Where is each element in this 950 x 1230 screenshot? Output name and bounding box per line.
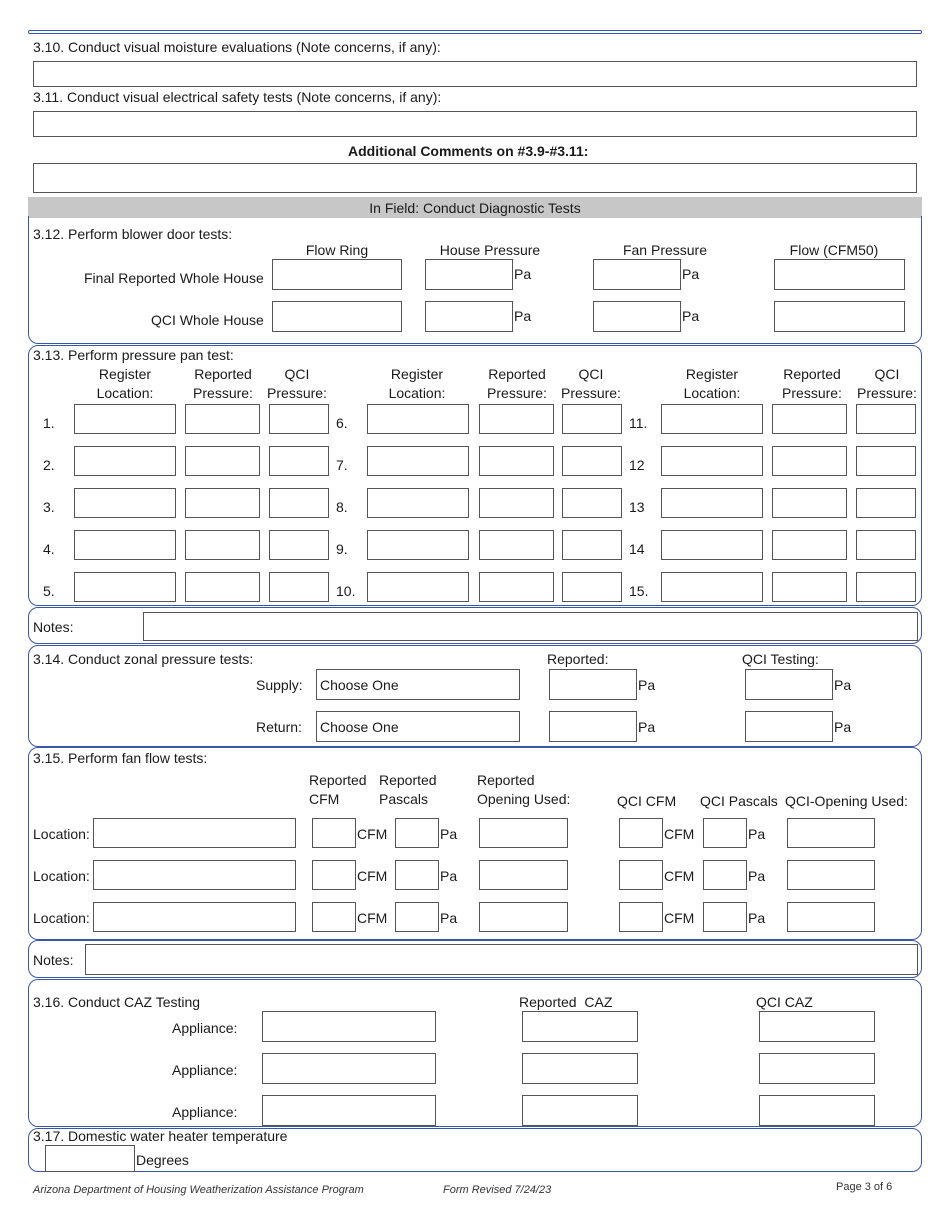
- q310-label: 3.10. Conduct visual moisture evaluations (Note concerns, if any):: [33, 39, 441, 55]
- q311-input[interactable]: [33, 111, 917, 137]
- pp-reported-pressure-input[interactable]: [772, 446, 847, 476]
- ff-reported-cfm-input[interactable]: [312, 860, 356, 890]
- ff-reported-cfm-unit: CFM: [357, 826, 388, 842]
- pp-qci-pressure-input[interactable]: [856, 404, 916, 434]
- ff-location-label: Location:: [33, 826, 90, 842]
- ff-qci-cfm-input[interactable]: [619, 818, 663, 848]
- pp-row-number: 11.: [629, 415, 648, 431]
- notes-input-2[interactable]: [85, 944, 918, 975]
- pp-row-number: 7.: [336, 457, 348, 473]
- pp-register-location-input[interactable]: [367, 446, 469, 476]
- ff-reported-cfm-input[interactable]: [312, 902, 356, 932]
- q312-col-flow-cfm50: Flow (CFM50): [789, 242, 879, 258]
- pp-register-location-input[interactable]: [367, 488, 469, 518]
- pp-qci-pressure-input[interactable]: [269, 446, 329, 476]
- ff-reported-cfm-unit: CFM: [357, 868, 388, 884]
- ff-reported-pascals-unit: Pa: [440, 826, 458, 842]
- pp-row-number: 9.: [336, 541, 348, 557]
- return-select-value: Choose One: [320, 719, 399, 735]
- caz-appliance-input[interactable]: [262, 1053, 436, 1084]
- qci-flow-ring-input[interactable]: [272, 301, 402, 332]
- pp-reported-pressure-input[interactable]: [479, 404, 554, 434]
- ff-location-input[interactable]: [93, 818, 296, 848]
- caz-reported-input[interactable]: [522, 1095, 638, 1126]
- final-flow-cfm50-input[interactable]: [774, 259, 905, 290]
- pp-header-qci-2: QCI Pressure:: [561, 366, 621, 401]
- pp-reported-pressure-input[interactable]: [772, 488, 847, 518]
- pp-header-qci-3: QCI Pressure:: [857, 366, 917, 401]
- pp-register-location-input[interactable]: [74, 404, 176, 434]
- pp-row-number: 2.: [43, 457, 55, 473]
- pp-row-number: 8.: [336, 499, 348, 515]
- supply-select-value: Choose One: [320, 677, 399, 693]
- ff-qci-pascals-input[interactable]: [703, 818, 747, 848]
- pp-qci-pressure-input[interactable]: [856, 488, 916, 518]
- q315-h-qci-opening: QCI-Opening Used:: [785, 793, 908, 809]
- caz-appliance-label: Appliance:: [172, 1062, 238, 1078]
- supply-select[interactable]: [316, 669, 520, 700]
- ff-qci-pascals-unit: Pa: [748, 868, 766, 884]
- qci-flow-cfm50-input[interactable]: [774, 301, 905, 332]
- pp-qci-pressure-input[interactable]: [856, 446, 916, 476]
- pp-row-number: 13: [629, 499, 645, 515]
- q316-reported-header: Reported CAZ: [519, 994, 613, 1010]
- q314-title: 3.14. Conduct zonal pressure tests:: [33, 651, 254, 667]
- pp-register-location-input[interactable]: [661, 404, 763, 434]
- qci-fan-pressure-input[interactable]: [593, 301, 681, 332]
- q315-title: 3.15. Perform fan flow tests:: [33, 750, 208, 766]
- pp-reported-pressure-input[interactable]: [479, 488, 554, 518]
- final-house-pressure-input[interactable]: [425, 259, 513, 290]
- pp-register-location-input[interactable]: [661, 488, 763, 518]
- qci-house-pressure-unit: Pa: [514, 308, 532, 324]
- ff-reported-pascals-input[interactable]: [395, 902, 439, 932]
- pp-row-number: 4.: [43, 541, 55, 557]
- additional-comments-label: Additional Comments on #3.9-#3.11:: [348, 143, 589, 159]
- pp-qci-pressure-input[interactable]: [269, 572, 329, 602]
- footer-page: Page 3 of 6: [836, 1181, 893, 1193]
- ff-location-input[interactable]: [93, 902, 296, 932]
- caz-appliance-input[interactable]: [262, 1095, 436, 1126]
- supply-qci-unit: Pa: [834, 677, 852, 693]
- pp-row-number: 12: [629, 457, 645, 473]
- q312-col-house-pressure: House Pressure: [439, 242, 541, 258]
- final-fan-pressure-unit: Pa: [682, 266, 700, 282]
- pp-row-number: 6.: [336, 415, 348, 431]
- pp-register-location-input[interactable]: [74, 572, 176, 602]
- q314-reported-header: Reported:: [547, 651, 609, 667]
- pp-qci-pressure-input[interactable]: [562, 530, 622, 560]
- footer-org: Arizona Department of Housing Weatherization Assistance Program: [33, 1184, 364, 1196]
- caz-appliance-label: Appliance:: [172, 1104, 238, 1120]
- ff-reported-opening-input[interactable]: [479, 860, 568, 890]
- top-border-line: [28, 30, 922, 34]
- caz-qci-input[interactable]: [759, 1011, 875, 1042]
- ff-qci-cfm-unit: CFM: [664, 868, 695, 884]
- pp-header-reported-1: Reported Pressure:: [193, 366, 253, 401]
- return-qci-input[interactable]: [745, 711, 833, 742]
- ff-qci-cfm-unit: CFM: [664, 826, 695, 842]
- ff-reported-pascals-input[interactable]: [395, 818, 439, 848]
- q317-title: 3.17. Domestic water heater temperature: [33, 1128, 288, 1144]
- q312-col-fan-pressure: Fan Pressure: [622, 242, 708, 258]
- pp-header-reported-3: Reported Pressure:: [782, 366, 842, 401]
- caz-reported-input[interactable]: [522, 1053, 638, 1084]
- water-heater-temp-input[interactable]: [45, 1145, 135, 1172]
- pp-qci-pressure-input[interactable]: [562, 404, 622, 434]
- caz-qci-input[interactable]: [759, 1053, 875, 1084]
- q312-col-flow-ring: Flow Ring: [305, 242, 369, 258]
- pp-register-location-input[interactable]: [74, 488, 176, 518]
- pp-reported-pressure-input[interactable]: [185, 404, 260, 434]
- ff-qci-pascals-input[interactable]: [703, 902, 747, 932]
- pp-header-location-2: Register Location:: [388, 366, 446, 401]
- pp-qci-pressure-input[interactable]: [856, 572, 916, 602]
- return-label: Return:: [256, 719, 302, 735]
- pp-qci-pressure-input[interactable]: [269, 530, 329, 560]
- pp-reported-pressure-input[interactable]: [185, 446, 260, 476]
- pp-register-location-input[interactable]: [661, 572, 763, 602]
- ff-location-label: Location:: [33, 910, 90, 926]
- footer-revised: Form Revised 7/24/23: [443, 1184, 552, 1196]
- ff-qci-cfm-input[interactable]: [619, 860, 663, 890]
- q312-title: 3.12. Perform blower door tests:: [33, 226, 233, 242]
- q315-h-rep-opening: Reported Opening Used:: [477, 772, 571, 807]
- pp-register-location-input[interactable]: [661, 530, 763, 560]
- ff-qci-cfm-unit: CFM: [664, 910, 695, 926]
- ff-qci-opening-input[interactable]: [787, 902, 875, 932]
- additional-comments-input[interactable]: [33, 163, 917, 193]
- ff-qci-pascals-input[interactable]: [703, 860, 747, 890]
- return-select[interactable]: [316, 711, 520, 742]
- pp-reported-pressure-input[interactable]: [185, 572, 260, 602]
- q316-title: 3.16. Conduct CAZ Testing: [33, 994, 201, 1010]
- supply-qci-input[interactable]: [745, 669, 833, 700]
- ff-reported-pascals-input[interactable]: [395, 860, 439, 890]
- supply-reported-unit: Pa: [638, 677, 656, 693]
- pp-row-number: 10.: [336, 583, 356, 599]
- pp-qci-pressure-input[interactable]: [562, 488, 622, 518]
- pp-register-location-input[interactable]: [367, 404, 469, 434]
- ff-qci-opening-input[interactable]: [787, 860, 875, 890]
- ff-reported-opening-input[interactable]: [479, 818, 568, 848]
- return-reported-unit: Pa: [638, 719, 656, 735]
- pp-reported-pressure-input[interactable]: [185, 530, 260, 560]
- pp-register-location-input[interactable]: [367, 530, 469, 560]
- q315-h-qci-cfm: QCI CFM: [617, 793, 677, 809]
- q316-qci-header: QCI CAZ: [756, 994, 813, 1010]
- section-header-title: In Field: Conduct Diagnostic Tests: [369, 200, 581, 216]
- ff-reported-cfm-unit: CFM: [357, 910, 388, 926]
- q312-row-final: Final Reported Whole House: [84, 270, 264, 286]
- notes-label-2: Notes:: [33, 952, 74, 968]
- pp-reported-pressure-input[interactable]: [772, 530, 847, 560]
- pp-header-reported-2: Reported Pressure:: [487, 366, 547, 401]
- pp-register-location-input[interactable]: [661, 446, 763, 476]
- final-house-pressure-unit: Pa: [514, 266, 532, 282]
- pp-row-number: 15.: [629, 583, 649, 599]
- ff-qci-pascals-unit: Pa: [748, 826, 766, 842]
- ff-reported-cfm-input[interactable]: [312, 818, 356, 848]
- pp-reported-pressure-input[interactable]: [479, 446, 554, 476]
- pp-register-location-input[interactable]: [74, 446, 176, 476]
- return-qci-unit: Pa: [834, 719, 852, 735]
- ff-reported-pascals-unit: Pa: [440, 910, 458, 926]
- pp-reported-pressure-input[interactable]: [185, 488, 260, 518]
- degrees-label: Degrees: [136, 1152, 189, 1168]
- q310-input[interactable]: [33, 61, 917, 87]
- pp-reported-pressure-input[interactable]: [479, 572, 554, 602]
- ff-reported-opening-input[interactable]: [479, 902, 568, 932]
- q313-title: 3.13. Perform pressure pan test:: [33, 347, 234, 363]
- q312-row-qci: QCI Whole House: [151, 312, 264, 328]
- pp-qci-pressure-input[interactable]: [562, 446, 622, 476]
- pp-row-number: 5.: [43, 583, 55, 599]
- pp-header-location-1: Register Location:: [96, 366, 154, 401]
- supply-reported-input[interactable]: [549, 669, 637, 700]
- q315-h-rep-cfm: Reported CFM: [309, 772, 367, 807]
- ff-location-input[interactable]: [93, 860, 296, 890]
- pp-header-location-3: Register Location:: [683, 366, 741, 401]
- pp-qci-pressure-input[interactable]: [856, 530, 916, 560]
- pp-reported-pressure-input[interactable]: [772, 404, 847, 434]
- ff-location-label: Location:: [33, 868, 90, 884]
- q315-h-rep-pascals: Reported Pascals: [379, 772, 437, 807]
- caz-reported-input[interactable]: [522, 1011, 638, 1042]
- ff-qci-cfm-input[interactable]: [619, 902, 663, 932]
- supply-label: Supply:: [256, 677, 303, 693]
- pp-register-location-input[interactable]: [367, 572, 469, 602]
- pp-qci-pressure-input[interactable]: [562, 572, 622, 602]
- qci-fan-pressure-unit: Pa: [682, 308, 700, 324]
- pp-row-number: 1.: [43, 415, 55, 431]
- final-fan-pressure-input[interactable]: [593, 259, 681, 290]
- pp-header-qci-1: QCI Pressure:: [267, 366, 327, 401]
- q315-h-qci-pascals: QCI Pascals: [700, 793, 778, 809]
- ff-qci-opening-input[interactable]: [787, 818, 875, 848]
- return-reported-input[interactable]: [549, 711, 637, 742]
- final-flow-ring-input[interactable]: [272, 259, 402, 290]
- qci-house-pressure-input[interactable]: [425, 301, 513, 332]
- section-header-bar: [28, 197, 922, 218]
- q314-qci-header: QCI Testing:: [742, 651, 819, 667]
- caz-appliance-input[interactable]: [262, 1011, 436, 1042]
- pp-register-location-input[interactable]: [74, 530, 176, 560]
- caz-qci-input[interactable]: [759, 1095, 875, 1126]
- pp-qci-pressure-input[interactable]: [269, 404, 329, 434]
- ff-qci-pascals-unit: Pa: [748, 910, 766, 926]
- pp-qci-pressure-input[interactable]: [269, 488, 329, 518]
- caz-appliance-label: Appliance:: [172, 1020, 238, 1036]
- pp-row-number: 14: [629, 541, 645, 557]
- pp-row-number: 3.: [43, 499, 55, 515]
- pp-reported-pressure-input[interactable]: [479, 530, 554, 560]
- pp-reported-pressure-input[interactable]: [772, 572, 847, 602]
- ff-reported-pascals-unit: Pa: [440, 868, 458, 884]
- notes-label-1: Notes:: [33, 619, 74, 635]
- q311-label: 3.11. Conduct visual electrical safety tests (Note concerns, if any):: [33, 89, 442, 105]
- notes-input-1[interactable]: [143, 612, 918, 641]
